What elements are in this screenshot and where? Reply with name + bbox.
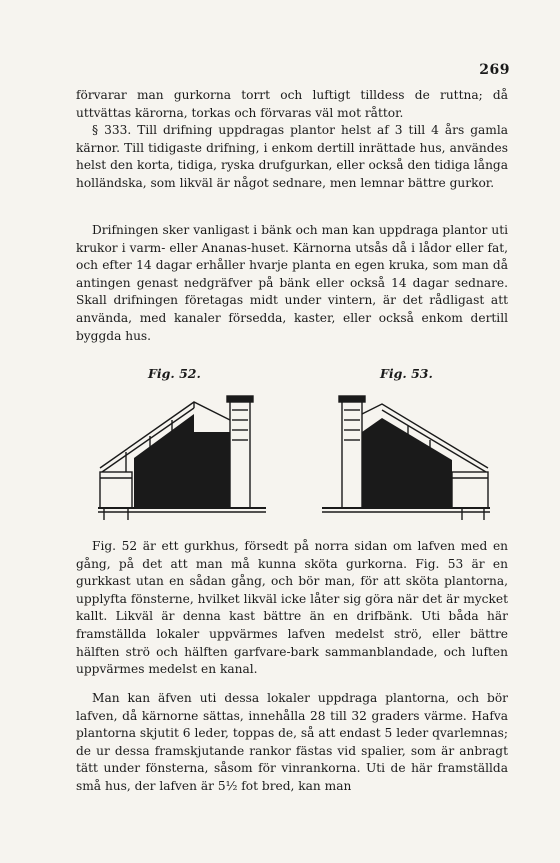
paragraph-continuation: förvarar man gurkorna torrt och luftigt tilldess de ruttna; då uttvättas kärorna, torkas och förvaras väl mot råttor. bbox=[76, 88, 508, 120]
paragraph-forcing: Drifningen sker vanligast i bänk och man kan uppdraga plantor uti krukor i varm- eller Ananas-huset. Kärnorna utsås då i lådor eller fat, och efter 14 dagar erhåller hvarje planta en egen kruka, som man då antingen genast nedgräfver på bänk eller också 14 dagar sednare. Skall drifningen företagas midt under vintern, är det rådligast att använda, med kanaler försedda, kaster, eller också enkom dertill byggda hus. bbox=[76, 223, 508, 343]
figure-53-cucumber-frame bbox=[322, 388, 490, 520]
page-number: 269 bbox=[479, 62, 510, 78]
figure-52-caption: Fig. 52. bbox=[148, 366, 201, 381]
paragraph-section-333: § 333. Till drifning uppdragas plantor helst af 3 till 4 års gamla kärnor. Till tidigaste drifning, i enkom dertill inrättade hus, användes helst den korta, tidiga, ryska drufgurkan, eller också den tidiga långa holländska, som likväl är något sednare, men lemnar bättre gurkor. bbox=[76, 123, 508, 190]
figure-52-cucumber-house bbox=[98, 388, 266, 520]
figure-53-caption: Fig. 53. bbox=[380, 366, 433, 381]
paragraph-figure-description: Fig. 52 är ett gurkhus, försedt på norra sidan om lafven med en gång, på det att man må kunna sköta gurkorna. Fig. 53 är en gurkkast utan en sådan gång, och bör man, för att sköta plantorna, upplyfta fönsterne, hvilket likväl icke låter sig göra när det är mycket kallt. Likväl är denna kast bättre än en drifbänk. Uti båda här framställda lokaler uppvärmes lafven medelst strö, eller bättre hälften strö och hälften garfvare-bark sammanblandade, och luften uppvärmes medelst en kanal. bbox=[76, 539, 508, 677]
paragraph-plant-raising: Man kan äfven uti dessa lokaler uppdraga plantorna, och bör lafven, då kärnorne sättas, innehålla 28 till 32 graders värme. Hafva plantorna skjutit 6 leder, toppas de, så att endast 5 leder qvarlemnas; de ur dessa framskjutande rankor fästas vid spalier, som är anbragt tätt under fönsterna, såsom för vinrankorna. Uti de här framställda små hus, der lafven är 5½ fot bred, kan man bbox=[76, 691, 508, 793]
